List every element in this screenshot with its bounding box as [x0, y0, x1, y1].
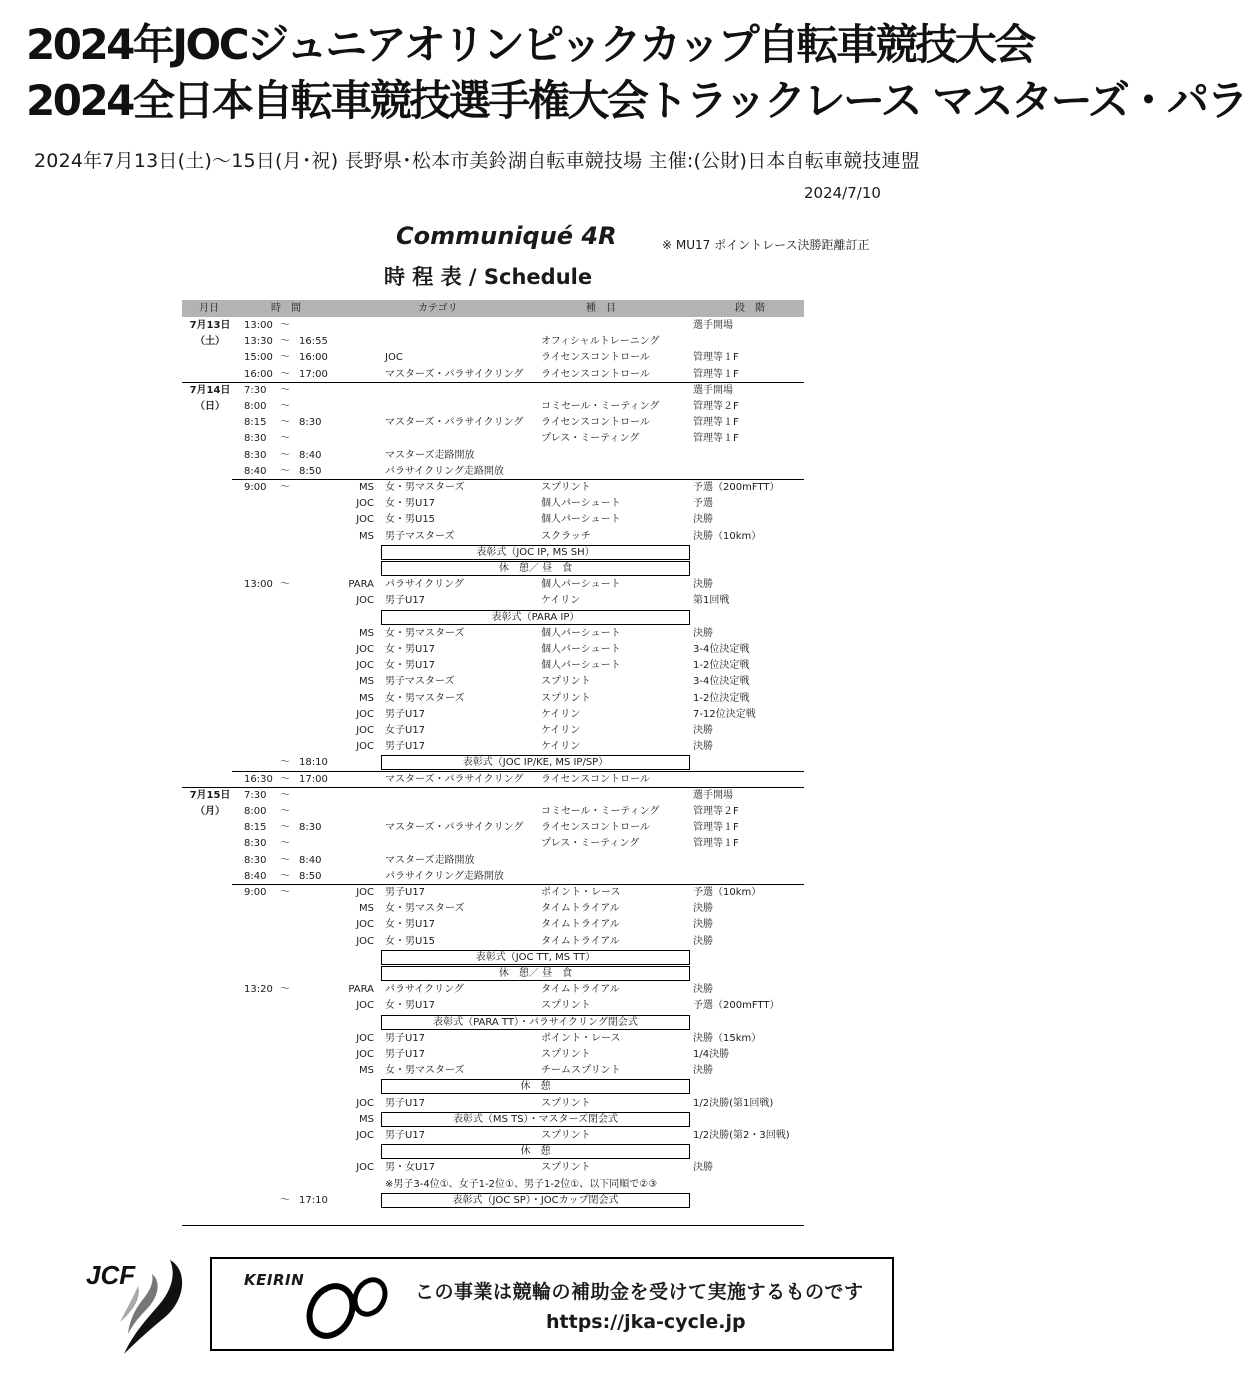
stage-cell: 第1回戦 — [693, 595, 730, 607]
day-cell: 7月15日 — [189, 789, 231, 801]
table-row — [182, 755, 804, 771]
time-separator: ～ — [280, 384, 290, 396]
table-row — [182, 707, 804, 723]
table-row — [182, 885, 804, 901]
category-cell: マスターズ・パラサイクリング — [385, 417, 524, 429]
event-cell: ケイリン — [541, 741, 581, 753]
event-cell: スプリント — [541, 1097, 591, 1109]
time-separator: ～ — [280, 822, 290, 834]
table-row — [182, 415, 804, 431]
event-cell: プレス・ミーティング — [541, 433, 640, 445]
stage-cell: 管理等１F — [693, 417, 739, 429]
ceremony-break-box: 表彰式（PARA IP） — [381, 610, 690, 625]
table-row — [182, 723, 804, 739]
table-row — [182, 383, 804, 399]
time-separator: ～ — [280, 368, 290, 380]
time-separator: ～ — [280, 482, 290, 493]
table-header — [182, 300, 804, 317]
event-cell: ケイリン — [541, 595, 581, 607]
stage-cell: 1-2位決定戦 — [693, 660, 750, 672]
start-time-cell: 16:00 — [244, 368, 273, 380]
start-time-cell: 16:30 — [244, 773, 273, 785]
stage-cell: 管理等１F — [693, 368, 739, 380]
category-cell: 男・女U17 — [385, 1162, 436, 1174]
table-row — [182, 318, 804, 334]
table-row — [182, 1144, 804, 1160]
end-time-cell: 17:00 — [299, 368, 328, 380]
stage-cell: 1/2決勝(第2・3回戦) — [693, 1130, 790, 1141]
time-separator: ～ — [280, 401, 290, 412]
schedule-table — [182, 300, 804, 1213]
end-time-cell: 17:10 — [299, 1194, 328, 1206]
category-cell: 男子マスターズ — [385, 530, 455, 542]
organizer-cell: JOC — [356, 1032, 374, 1044]
header-day: 月日 — [199, 303, 219, 314]
title-line-2: 2024全日本自転車競技選手権大会トラックレース マスターズ・パラ — [26, 76, 1246, 125]
ceremony-break-box: 休 憩 — [381, 1144, 690, 1159]
category-cell: 女・男U17 — [385, 1000, 436, 1012]
category-cell: ※男子3-4位①、女子1-2位①、男子1-2位①、以下同順で②③ — [385, 1178, 658, 1190]
ceremony-break-box: 表彰式（JOC TT, MS TT） — [381, 950, 690, 965]
organizer-cell: JOC — [356, 887, 374, 898]
category-cell: JOC — [385, 352, 403, 364]
table-row — [182, 1128, 804, 1144]
category-cell: 男子U17 — [385, 1097, 426, 1109]
category-cell: 女・男U17 — [385, 660, 436, 672]
table-row — [182, 367, 804, 383]
organizer-cell: JOC — [356, 1130, 374, 1141]
stage-cell: 予選 — [693, 498, 713, 510]
table-row — [182, 350, 804, 366]
table-row — [182, 950, 804, 966]
time-separator: ～ — [280, 870, 290, 882]
category-cell: 男子U17 — [385, 708, 426, 720]
day-cell: 7月14日 — [189, 384, 231, 396]
time-separator: ～ — [280, 757, 290, 769]
time-separator: ～ — [280, 838, 290, 850]
start-time-cell: 8:00 — [244, 401, 267, 412]
table-row — [182, 1177, 804, 1193]
table-row — [182, 334, 804, 350]
organizer-cell: MS — [359, 692, 374, 704]
event-cell: プレス・ミーティング — [541, 838, 640, 850]
table-row — [182, 658, 804, 674]
organizer-cell: JOC — [356, 498, 374, 510]
day-cell: 7月13日 — [189, 320, 231, 331]
table-row — [182, 998, 804, 1014]
category-cell: マスターズ・パラサイクリング — [385, 822, 524, 834]
stage-cell: 決勝 — [693, 1065, 713, 1077]
table-row — [182, 772, 804, 788]
event-cell: スプリント — [541, 482, 591, 493]
organizer-cell: JOC — [356, 1000, 374, 1012]
ceremony-break-box: 休 憩 — [381, 1079, 690, 1094]
table-row — [182, 464, 804, 480]
table-row — [182, 545, 804, 561]
start-time-cell: 8:30 — [244, 449, 267, 461]
event-cell: スプリント — [541, 1049, 591, 1060]
header-event: 種 目 — [586, 303, 616, 314]
table-row — [182, 691, 804, 707]
organizer-cell: JOC — [356, 595, 374, 607]
stage-cell: 選手開場 — [693, 789, 733, 801]
event-cell: ケイリン — [541, 725, 581, 736]
category-cell: 女子U17 — [385, 725, 426, 736]
organizer-cell: JOC — [356, 725, 374, 736]
table-row — [182, 674, 804, 690]
organizer-cell: MS — [359, 627, 374, 639]
event-cell: 個人パーシュート — [541, 644, 621, 655]
category-cell: 女・男マスターズ — [385, 1065, 465, 1077]
jcf-logo — [86, 1256, 190, 1356]
time-separator: ～ — [280, 465, 290, 477]
jka-url-link[interactable]: https://jka-cycle.jp — [546, 1311, 746, 1333]
table-row — [182, 626, 804, 642]
stage-cell: 選手開場 — [693, 384, 733, 396]
schedule-title: 時 程 表 / Schedule — [384, 265, 593, 289]
event-cell: スプリント — [541, 1000, 591, 1012]
section-divider — [182, 382, 804, 383]
section-divider — [182, 1225, 804, 1226]
jcf-logo-text: JCF — [86, 1260, 136, 1290]
start-time-cell: 8:30 — [244, 854, 267, 866]
event-cell: コミセール・ミーティング — [541, 806, 660, 817]
start-time-cell: 8:00 — [244, 806, 267, 817]
event-cell: ケイリン — [541, 708, 581, 720]
table-row — [182, 642, 804, 658]
table-row — [182, 853, 804, 869]
table-row — [182, 788, 804, 804]
category-cell: 男子U17 — [385, 595, 426, 607]
stage-cell: 3-4位決定戦 — [693, 676, 750, 688]
category-cell: 男子U17 — [385, 741, 426, 753]
end-time-cell: 8:40 — [299, 449, 322, 461]
start-time-cell: 8:30 — [244, 433, 267, 445]
table-row — [182, 496, 804, 512]
header-category: カテゴリ — [418, 303, 458, 314]
organizer-cell: JOC — [356, 708, 374, 720]
time-separator: ～ — [280, 887, 290, 898]
end-time-cell: 8:30 — [299, 417, 322, 429]
table-row — [182, 480, 804, 496]
organizer-cell: MS — [359, 676, 374, 688]
event-cell: 個人パーシュート — [541, 660, 621, 672]
organizer-cell: JOC — [356, 644, 374, 655]
stage-cell: 管理等２F — [693, 401, 739, 412]
end-time-cell: 8:40 — [299, 854, 322, 866]
ceremony-break-box: 表彰式（JOC IP/KE, MS IP/SP） — [381, 755, 690, 770]
time-separator: ～ — [280, 336, 290, 348]
stage-cell: 1-2位決定戦 — [693, 692, 750, 704]
time-separator: ～ — [280, 417, 290, 429]
end-time-cell: 16:00 — [299, 352, 328, 364]
table-row — [182, 1096, 804, 1112]
event-cell: スプリント — [541, 1162, 591, 1174]
category-cell: 女・男マスターズ — [385, 482, 465, 493]
time-separator: ～ — [280, 1194, 290, 1206]
start-time-cell: 13:30 — [244, 336, 273, 348]
table-row — [182, 739, 804, 755]
day-cell: （日） — [195, 401, 225, 412]
organizer-cell: JOC — [356, 1097, 374, 1109]
table-row — [182, 917, 804, 933]
category-cell: マスターズ・パラサイクリング — [385, 773, 524, 785]
table-row — [182, 1193, 804, 1209]
stage-cell: 3-4位決定戦 — [693, 644, 750, 655]
organizer-cell: MS — [359, 903, 374, 915]
time-separator: ～ — [280, 320, 290, 331]
table-row — [182, 1079, 804, 1095]
category-cell: 女・男U17 — [385, 644, 436, 655]
organizer-cell: JOC — [356, 919, 374, 931]
category-cell: 女・男マスターズ — [385, 692, 465, 704]
event-cell: タイムトライアル — [541, 903, 620, 915]
day-cell: （土） — [195, 336, 225, 348]
category-cell: 男子U17 — [385, 1130, 426, 1141]
category-cell: 男子マスターズ — [385, 676, 455, 688]
table-row — [182, 399, 804, 415]
section-divider — [182, 787, 804, 788]
category-cell: 女・男U15 — [385, 514, 436, 526]
ceremony-break-box: 休 憩／ 昼 食 — [381, 561, 690, 576]
event-cell: タイムトライアル — [541, 935, 620, 947]
stage-cell: 予選（10km） — [693, 887, 762, 898]
section-divider — [232, 884, 804, 885]
organizer-cell: JOC — [356, 935, 374, 947]
event-cell: 個人パーシュート — [541, 579, 621, 591]
organizer-cell: JOC — [356, 1162, 374, 1174]
organizer-cell: MS — [359, 530, 374, 542]
event-cell: 個人パーシュート — [541, 627, 621, 639]
stage-cell: 管理等１F — [693, 822, 739, 834]
table-row — [182, 836, 804, 852]
correction-note: ※ MU17 ポイントレース決勝距離訂正 — [662, 238, 870, 252]
table-row — [182, 1112, 804, 1128]
event-cell: ライセンスコントロール — [541, 352, 650, 364]
time-separator: ～ — [280, 773, 290, 785]
time-separator: ～ — [280, 806, 290, 817]
table-row — [182, 982, 804, 998]
end-time-cell: 16:55 — [299, 336, 328, 348]
category-cell: マスターズ・パラサイクリング — [385, 368, 524, 380]
event-cell: 個人パーシュート — [541, 498, 621, 510]
stage-cell: 決勝 — [693, 725, 713, 736]
stage-cell: 決勝 — [693, 579, 713, 591]
end-time-cell: 17:00 — [299, 773, 328, 785]
stage-cell: 1/2決勝(第1回戦) — [693, 1097, 774, 1109]
subsidy-text: この事業は競輪の補助金を受けて実施するものです — [415, 1281, 864, 1303]
event-cell: ライセンスコントロール — [541, 368, 650, 380]
event-cell: ライセンスコントロール — [541, 417, 650, 429]
table-row — [182, 610, 804, 626]
stage-cell: 決勝 — [693, 919, 713, 931]
keirin-rings-logo-icon — [304, 1271, 394, 1343]
start-time-cell: 8:40 — [244, 870, 267, 882]
time-separator: ～ — [280, 449, 290, 461]
organizer-cell: PARA — [348, 579, 374, 591]
organizer-cell: MS — [359, 482, 374, 493]
start-time-cell: 8:15 — [244, 417, 267, 429]
time-separator: ～ — [280, 854, 290, 866]
title-line-1: 2024年JOCジュニアオリンピックカップ自転車競技大会 — [26, 20, 1034, 69]
start-time-cell: 8:40 — [244, 465, 267, 477]
event-cell: スプリント — [541, 692, 591, 704]
table-row — [182, 448, 804, 464]
end-time-cell: 8:50 — [299, 465, 322, 477]
stage-cell: 管理等１F — [693, 352, 739, 364]
event-cell: スプリント — [541, 1130, 591, 1141]
event-cell: ポイント・レース — [541, 887, 621, 898]
stage-cell: 決勝（15km） — [693, 1032, 762, 1044]
stage-cell: 決勝 — [693, 1162, 713, 1174]
start-time-cell: 7:30 — [244, 789, 267, 801]
start-time-cell: 15:00 — [244, 352, 273, 364]
start-time-cell: 13:20 — [244, 984, 273, 996]
organizer-cell: PARA — [348, 984, 374, 996]
time-separator: ～ — [280, 579, 290, 591]
category-cell: 男子U17 — [385, 1049, 426, 1060]
stage-cell: 決勝 — [693, 935, 713, 947]
document-date: 2024/7/10 — [804, 184, 881, 202]
table-row — [182, 1063, 804, 1079]
organizer-cell: MS — [359, 1113, 374, 1125]
table-row — [182, 804, 804, 820]
category-cell: 女・男U15 — [385, 935, 436, 947]
category-cell: パラサイクリング — [385, 984, 464, 996]
category-cell: 男子U17 — [385, 1032, 426, 1044]
ceremony-break-box: 表彰式（MS TS）・マスターズ閉会式 — [381, 1112, 690, 1127]
keirin-label: KEIRIN — [244, 1271, 305, 1289]
category-cell: パラサイクリング — [385, 579, 464, 591]
communique-number: Communiqué 4R — [396, 222, 617, 250]
table-row — [182, 561, 804, 577]
table-row — [182, 431, 804, 447]
event-cell: ライセンスコントロール — [541, 822, 650, 834]
ceremony-break-box: 表彰式（JOC SP）・JOCカップ閉会式 — [381, 1193, 690, 1208]
organizer-cell: JOC — [356, 514, 374, 526]
event-cell: コミセール・ミーティング — [541, 401, 660, 412]
start-time-cell: 7:30 — [244, 384, 267, 396]
category-cell: 女・男U17 — [385, 498, 436, 510]
header-stage: 段 階 — [735, 303, 765, 314]
organizer-cell: JOC — [356, 741, 374, 753]
table-row — [182, 593, 804, 609]
stage-cell: 決勝 — [693, 514, 713, 526]
stage-cell: 決勝（10km） — [693, 530, 762, 542]
start-time-cell: 13:00 — [244, 579, 273, 591]
organizer-cell: MS — [359, 1065, 374, 1077]
start-time-cell: 8:30 — [244, 838, 267, 850]
table-row — [182, 1160, 804, 1176]
time-separator: ～ — [280, 789, 290, 801]
stage-cell: 管理等２F — [693, 806, 739, 817]
table-row — [182, 1015, 804, 1031]
stage-cell: 決勝 — [693, 984, 713, 996]
event-cell: ライセンスコントロール — [541, 773, 650, 785]
event-cell: チームスプリント — [541, 1065, 621, 1077]
table-row — [182, 512, 804, 528]
stage-cell: 予選（200mFTT） — [693, 1000, 780, 1012]
category-cell: 女・男マスターズ — [385, 627, 465, 639]
event-cell: 個人パーシュート — [541, 514, 621, 526]
table-row — [182, 901, 804, 917]
category-cell: マスターズ走路開放 — [385, 854, 475, 866]
stage-cell: 管理等１F — [693, 838, 739, 850]
day-cell: （月） — [195, 806, 225, 817]
ceremony-break-box: 表彰式（JOC IP, MS SH） — [381, 545, 690, 560]
organizer-cell: JOC — [356, 660, 374, 672]
stage-cell: 決勝 — [693, 903, 713, 915]
table-row — [182, 1047, 804, 1063]
start-time-cell: 9:00 — [244, 887, 267, 898]
table-row — [182, 966, 804, 982]
start-time-cell: 9:00 — [244, 482, 267, 493]
end-time-cell: 8:50 — [299, 870, 322, 882]
stage-cell: 1/4決勝 — [693, 1049, 730, 1060]
ceremony-break-box: 休 憩／ 昼 食 — [381, 966, 690, 981]
table-row — [182, 577, 804, 593]
category-cell: 女・男U17 — [385, 919, 436, 931]
section-divider — [232, 771, 804, 772]
category-cell: マスターズ走路開放 — [385, 449, 475, 461]
event-cell: スクラッチ — [541, 530, 591, 542]
event-cell: スプリント — [541, 676, 591, 688]
stage-cell: 管理等１F — [693, 433, 739, 445]
event-date-venue-organizer: 2024年7月13日(土)～15日(月･祝) 長野県･松本市美鈴湖自転車競技場 主催:(公財)日本自転車競技連盟 — [34, 150, 920, 172]
section-divider — [232, 479, 804, 480]
stage-cell: 予選（200mFTT） — [693, 482, 780, 493]
start-time-cell: 13:00 — [244, 320, 273, 331]
table-row — [182, 869, 804, 885]
ceremony-break-box: 表彰式（PARA TT）・パラサイクリング閉会式 — [381, 1015, 690, 1030]
event-cell: タイムトライアル — [541, 919, 620, 931]
stage-cell: 7-12位決定戦 — [693, 708, 756, 720]
category-cell: 男子U17 — [385, 887, 426, 898]
time-separator: ～ — [280, 433, 290, 445]
table-row — [182, 529, 804, 545]
time-separator: ～ — [280, 352, 290, 364]
stage-cell: 選手開場 — [693, 320, 733, 331]
start-time-cell: 8:15 — [244, 822, 267, 834]
event-cell: ポイント・レース — [541, 1032, 621, 1044]
organizer-cell: JOC — [356, 1049, 374, 1060]
category-cell: パラサイクリング走路開放 — [385, 870, 504, 882]
end-time-cell: 18:10 — [299, 757, 328, 769]
table-row — [182, 1031, 804, 1047]
time-separator: ～ — [280, 984, 290, 996]
table-row — [182, 820, 804, 836]
subsidy-banner — [210, 1257, 894, 1351]
category-cell: パラサイクリング走路開放 — [385, 465, 504, 477]
stage-cell: 決勝 — [693, 627, 713, 639]
header-time: 時 間 — [271, 303, 301, 314]
category-cell: 女・男マスターズ — [385, 903, 465, 915]
event-cell: タイムトライアル — [541, 984, 620, 996]
event-cell: オフィシャルトレーニング — [541, 336, 660, 348]
stage-cell: 決勝 — [693, 741, 713, 753]
end-time-cell: 8:30 — [299, 822, 322, 834]
table-row — [182, 934, 804, 950]
